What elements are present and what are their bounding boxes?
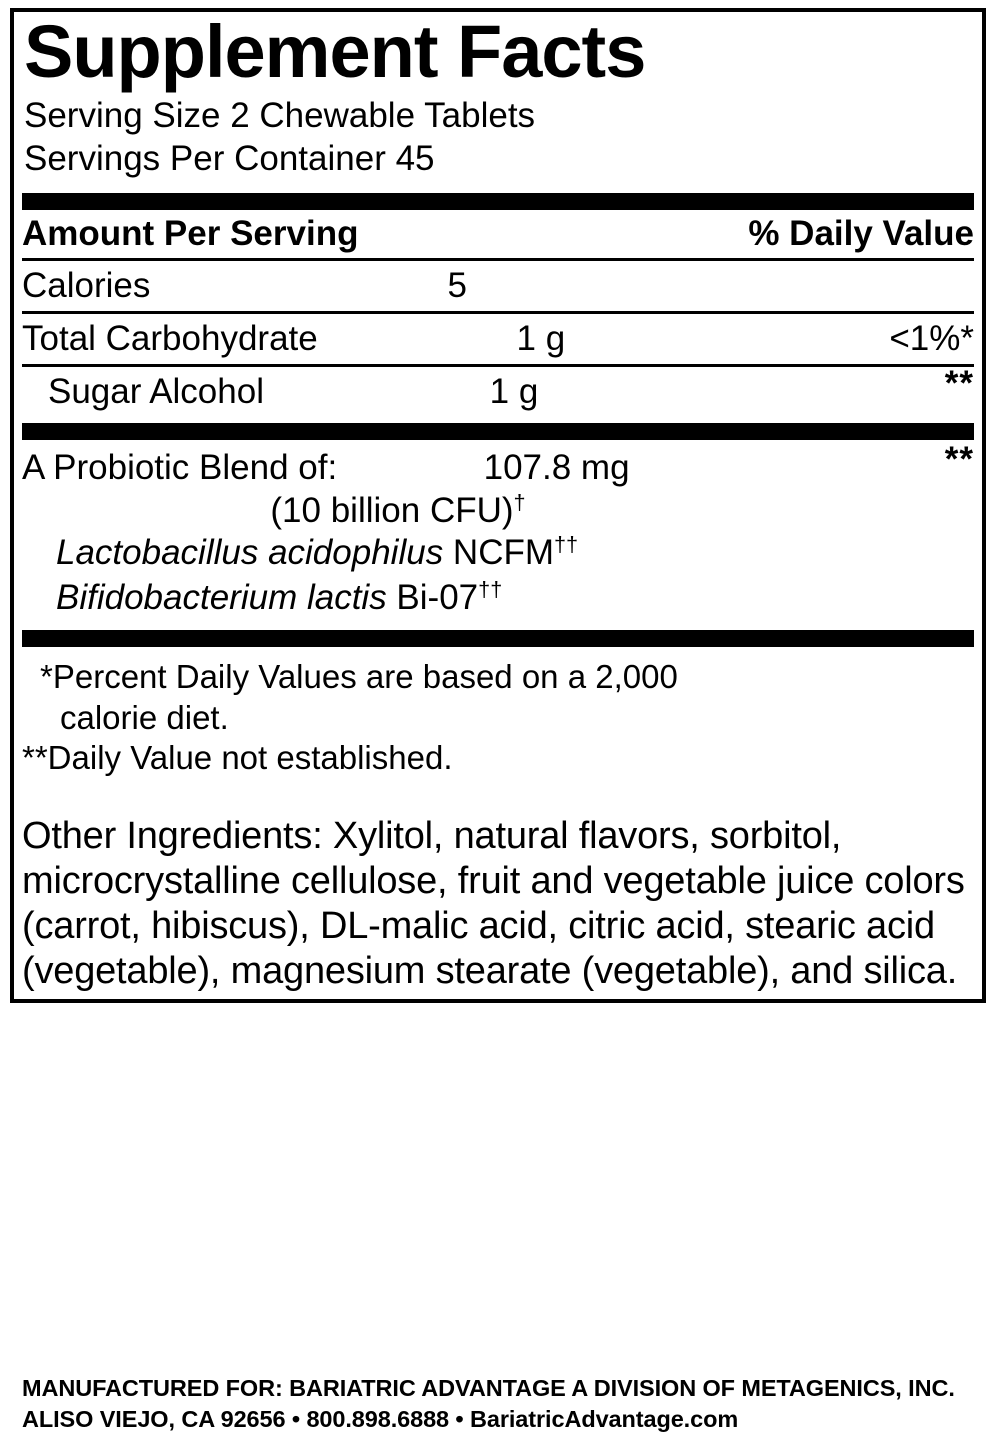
strain-species-name: Bifidobacterium lactis (56, 577, 387, 617)
double-dagger-marker: †† (554, 531, 579, 557)
dagger-marker: † (513, 489, 526, 515)
footnote-percent-daily-value (22, 657, 974, 738)
probiotic-cfu: (10 billion CFU) (270, 490, 514, 530)
table-row (22, 363, 974, 417)
nutrient-name: Sugar Alcohol (48, 371, 264, 411)
other-ingredients: Other Ingredients: Xylitol, natural flavors, sorbitol, microcrystalline cellulose, fruit and vegetable juice colors (carrot, hibiscus), DL-malic acid, citric acid, stearic acid (vegetable), magnesium stearate (vegetable), and silica. (22, 815, 965, 992)
divider-thick-middle (22, 423, 974, 440)
divider-thick-top (22, 193, 974, 210)
nutrient-name: Calories (22, 265, 151, 305)
footnote-line-1: *Percent Daily Values are based on a 2,000 (40, 658, 678, 696)
page-title: Supplement Facts (24, 10, 646, 93)
nutrient-amount: 5 (447, 265, 467, 305)
strain-designation: NCFM (443, 532, 554, 572)
footnotes (22, 647, 974, 786)
footnote-dv-not-established: **Daily Value not established. (22, 738, 453, 776)
probiotic-amount: 107.8 mg (483, 447, 630, 487)
probiotic-strain (22, 531, 974, 576)
daily-value-header: % Daily Value (748, 213, 974, 253)
serving-size: Serving Size 2 Chewable Tablets (24, 96, 536, 136)
strain-species-name: Lactobacillus acidophilus (56, 532, 444, 572)
divider-thick-bottom (22, 630, 974, 647)
nutrient-amount: 1 g (516, 318, 566, 358)
probiotic-strain (22, 576, 974, 621)
manufacturer-line-1: MANUFACTURED FOR: BARIATRIC ADVANTAGE A DIVISION OF METAGENICS, INC. (22, 1374, 955, 1401)
double-dagger-marker: †† (478, 575, 503, 601)
amount-per-serving-header: Amount Per Serving (22, 213, 359, 253)
servings-per-container: Servings Per Container 45 (24, 139, 435, 179)
strain-designation: Bi-07 (386, 577, 479, 617)
nutrient-amount: 1 g (489, 371, 539, 411)
probiotic-label: A Probiotic Blend of: (22, 447, 338, 487)
table-row (22, 314, 974, 364)
nutrient-dv: ** (944, 363, 974, 403)
table-header-row (22, 210, 974, 258)
manufacturer-line-2: ALISO VIEJO, CA 92656 • 800.898.6888 • BariatricAdvantage.com (22, 1405, 739, 1432)
manufacturer-info (22, 1373, 955, 1435)
probiotic-dv: ** (944, 439, 974, 479)
probiotic-cfu-line (22, 491, 974, 531)
table-row (22, 261, 974, 311)
nutrient-name: Total Carbohydrate (22, 318, 318, 358)
nutrient-dv: <1%* (889, 318, 974, 358)
footnote-line-1-continued: calorie diet. (60, 698, 229, 736)
probiotic-blend-section (22, 440, 974, 625)
